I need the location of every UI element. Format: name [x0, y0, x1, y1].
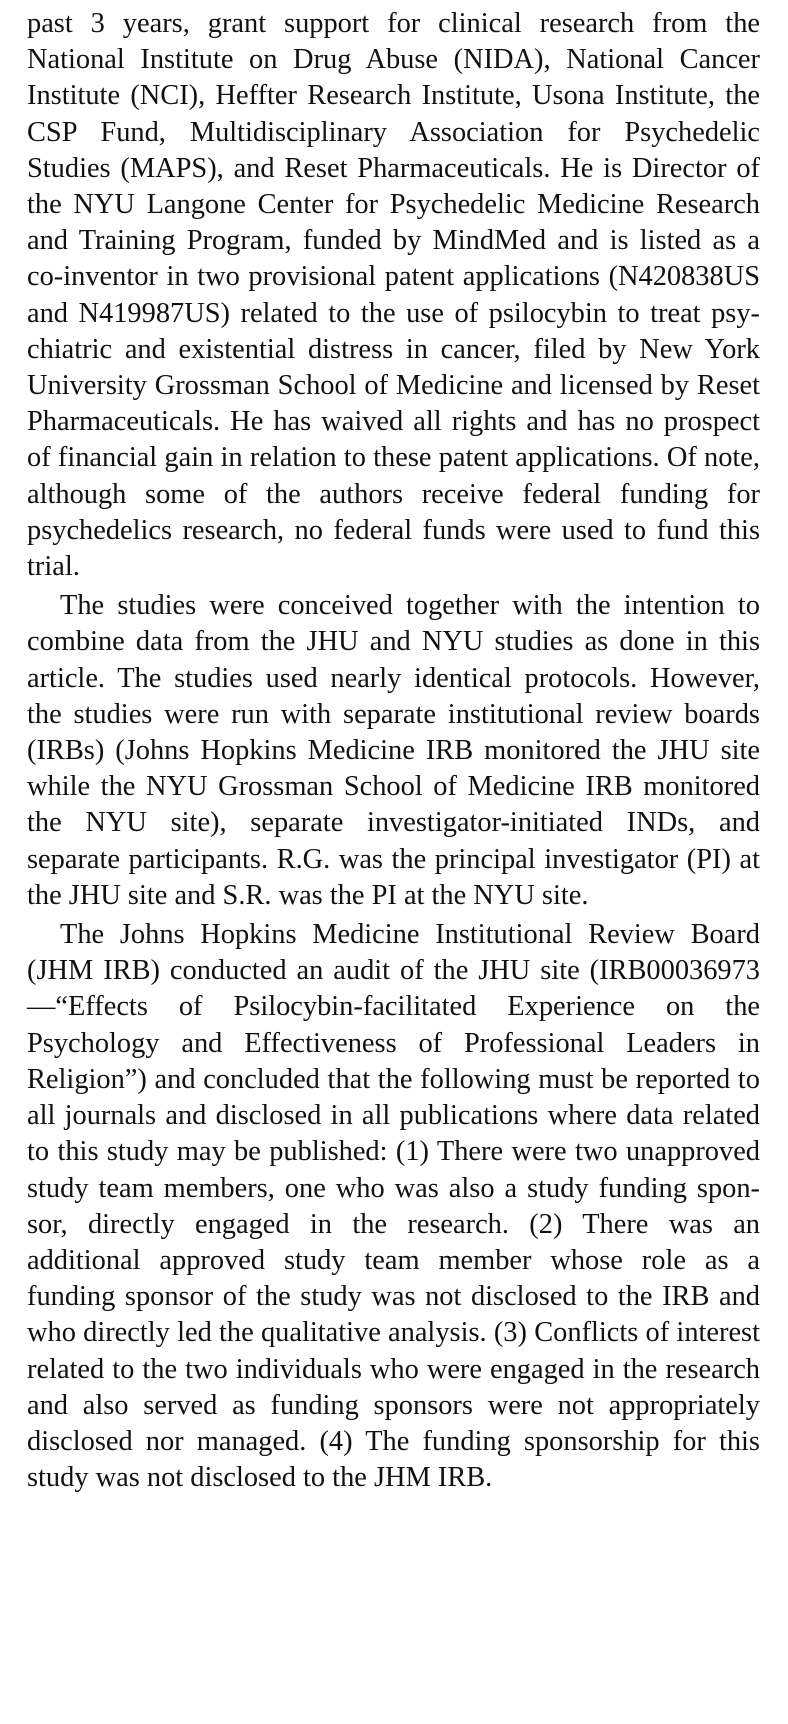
paragraph-irb-audit: The Johns Hopkins Medicine Institutional Review Board (JHM IRB) conducted an audit of the JHU site (IRB00036973—“Effects of Psilocybin-facilitated Experience on the Psychology and Effectiveness of Professional Leaders in Religion”) and concluded that the following must be reported to all journals and disclosed in all publications where data related to this study may be published: (1) There were two unapproved study team members, one who was also a study funding sponsor, directly engaged in the research. (2) There was an additional approved study team member whose role as a funding sponsor of the study was not disclosed to the IRB and who directly led the qualitative analysis. (3) Conflicts of interest related to the two individuals who were engaged in the research and also served as funding sponsors were not appropriately disclosed nor managed. (4) The funding sponsorship for this study was not disclosed to the JHM IRB. — [27, 919, 760, 1494]
paragraph-funding-disclosure: past 3 years, grant support for clinical research from the National Institute on Drug Abuse (NIDA), National Cancer Institute (NCI), Heffter Research Institute, Usona Institute, the CSP Fund, Multidisciplinary Association for Psychedelic Studies (MAPS), and Reset Pharmaceuticals. He is Director of the NYU Langone Center for Psychedelic Medicine Research and Training Program, funded by MindMed and is listed as a co-inventor in two provisional patent applications (N420838US and N419987US) related to the use of psilocybin to treat psychiatric and existential distress in cancer, filed by New York University Grossman School of Medicine and licensed by Reset Pharmaceuticals. He has waived all rights and has no prospect of financial gain in relation to these patent applications. Of note, although some of the authors receive federal funding for psychedelics research, no federal funds were used to fund this trial. — [27, 8, 760, 583]
paragraph-study-design: The studies were conceived together with the intention to combine data from the JHU and NYU studies as done in this article. The studies used nearly identical protocols. However, the studies were run with separate institutional review boards (IRBs) (Johns Hopkins Medicine IRB monitored the JHU site while the NYU Grossman School of Medicine IRB monitored the NYU site), separate investigator-initiated INDs, and separate participants. R.G. was the principal investigator (PI) at the JHU site and S.R. was the PI at the NYU site. — [27, 590, 760, 911]
